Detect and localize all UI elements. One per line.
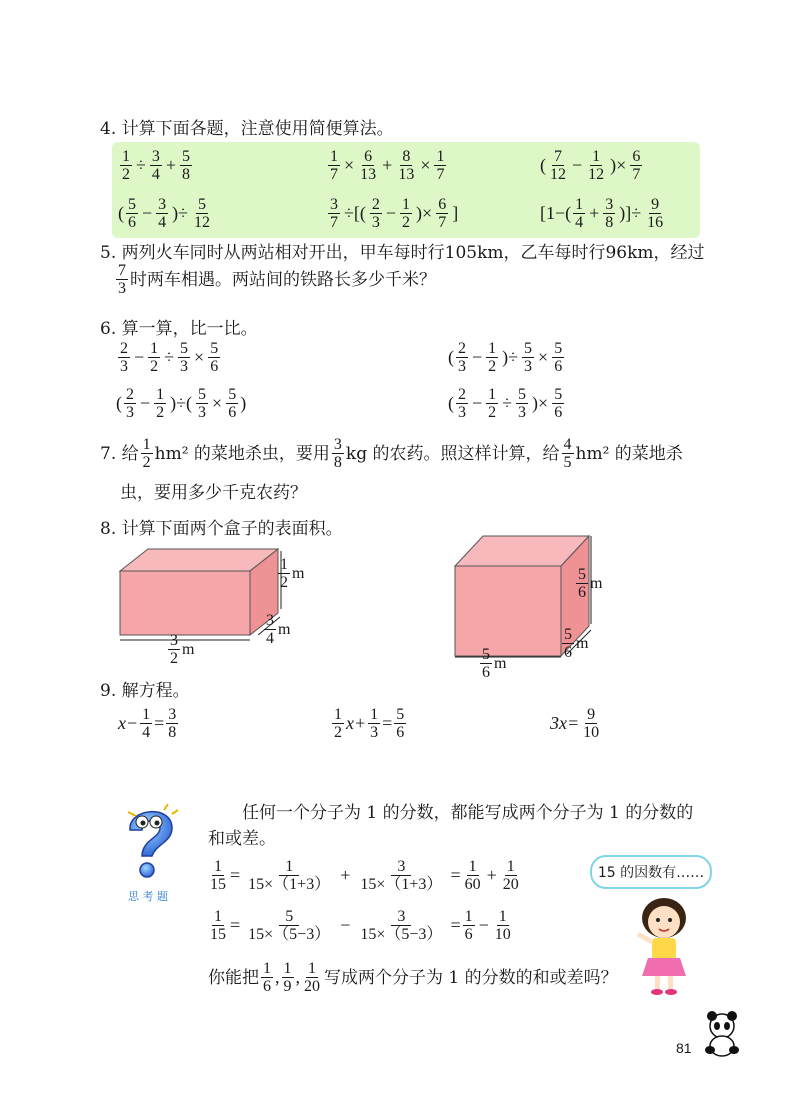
box1-figure xyxy=(110,545,350,675)
box2-front-face xyxy=(455,566,561,656)
think-ask: 你能把 1 6 , 1 9 , 1 20 写成两个分子为 1 的分数的和或差吗？ xyxy=(208,960,618,995)
box2-width-label: 5 6 m xyxy=(564,626,589,661)
q4-expr-4: ( 5 6 − $\frac{3}{4}$ )÷ $\frac{5}{12}$ xyxy=(118,196,211,231)
think-eq-2: $\frac{1}{15}$ = $\frac{5}{15\times(5-3)}$ − $\frac{3}{15\times(5-3)}$ = $\frac{1}{6}$ − $\frac{1}{10}$ xyxy=(210,908,511,943)
q4-expr-5: $\frac{3}{7}$ ÷[( 2 3 − $\frac{1}{2}$ )× $\frac{6}{7}$ ] xyxy=(330,196,459,231)
q9-eq-3: 3x= $\frac{9}{10}$ xyxy=(550,706,600,741)
q4-title: 4. 计算下面各题，注意使用简便算法。 xyxy=(100,119,394,139)
speech-bubble: 15 的因数有…… xyxy=(590,855,712,889)
q5-line2: 7 3 时两车相遇。两站间的铁路长多少千米？ xyxy=(118,262,436,297)
q6-title: 6. 算一算，比一比。 xyxy=(100,319,258,339)
q4-expr-6: [1−( 1 4 + $\frac{3}{8}$ )]÷ $\frac{9}{16}$ xyxy=(540,196,664,231)
think-intro-2: 和或差。 xyxy=(208,829,276,849)
q9-eq-1: x− $\frac{1}{4}$ = $\frac{3}{8}$ xyxy=(118,706,177,741)
page-number: 81 xyxy=(676,1040,692,1056)
panda-icon xyxy=(700,1010,740,1060)
q6-expr-d: ( 2 3 − $\frac{1}{2}$ ÷ $\frac{5}{3}$ )× $\frac{5}{6}$ xyxy=(448,386,563,421)
q9-title: 9. 解方程。 xyxy=(100,681,190,701)
box1-width-label: 3 4 m xyxy=(266,612,291,647)
q6-expr-b: ( 2 3 − $\frac{1}{2}$ )÷ $\frac{5}{3}$ × $\frac{5}{6}$ xyxy=(448,340,563,375)
think-intro-1: 任何一个分子为 1 的分数，都能写成两个分子为 1 的分数的 xyxy=(242,803,694,823)
box2-height-label: 5 6 m xyxy=(578,566,603,601)
q6-expr-a: 2 3 − $\frac{1}{2}$ ÷ $\frac{5}{3}$ × $\frac{5}{6}$ xyxy=(120,340,219,375)
girl-illustration-icon xyxy=(624,892,704,1000)
q9-eq-2: 1 2 x+ $\frac{1}{3}$ = $\frac{5}{6}$ xyxy=(334,706,405,741)
question-mark-mascot-icon xyxy=(112,800,187,890)
box1-length-label: 3 2 m xyxy=(170,632,195,667)
box1-front-face xyxy=(120,571,250,635)
q5-line1: 5. 两列火车同时从两站相对开出，甲车每时行105km，乙车每时行96km，经过 xyxy=(100,243,705,263)
q8-title: 8. 计算下面两个盒子的表面积。 xyxy=(100,519,343,539)
q4-expr-3: ( 7 12 − $\frac{1}{12}$ )× $\frac{6}{7}$ xyxy=(540,148,641,183)
q7-line1: 7. 给 1 2 hm² 的菜地杀虫，要用 3 8 kg 的农药。照这样计算，给 4 5 hm² 的菜地杀 xyxy=(100,436,683,471)
box2-figure xyxy=(445,530,625,675)
q6-expr-c: ( 2 3 − $\frac{1}{2}$ )÷( $\frac{5}{3}$ × $\frac{5}{6}$ ) xyxy=(116,386,247,421)
q4-expr-2: $\frac{1}{7}$ × $\frac{6}{13}$ + $\frac{8}{13}$ × $\frac{1}{7}$ xyxy=(330,148,445,183)
box1-height-label: 1 2 m xyxy=(280,556,305,591)
box2-length-label: 5 6 m xyxy=(482,646,507,681)
think-eq-1: $\frac{1}{15}$ = $\frac{1}{15\times(1+3)}$ + $\frac{3}{15\times(1+3)}$ = $\frac{1}{60}$ + $\frac{1}{20}$ xyxy=(210,858,519,893)
think-label: 思 考 题 xyxy=(128,890,168,903)
q4-expr-1: $\frac{1}{2}$ ÷ $\frac{3}{4}$ + $\frac{5}{8}$ xyxy=(122,148,191,183)
q7-line2: 虫，要用多少千克农药？ xyxy=(120,483,307,503)
